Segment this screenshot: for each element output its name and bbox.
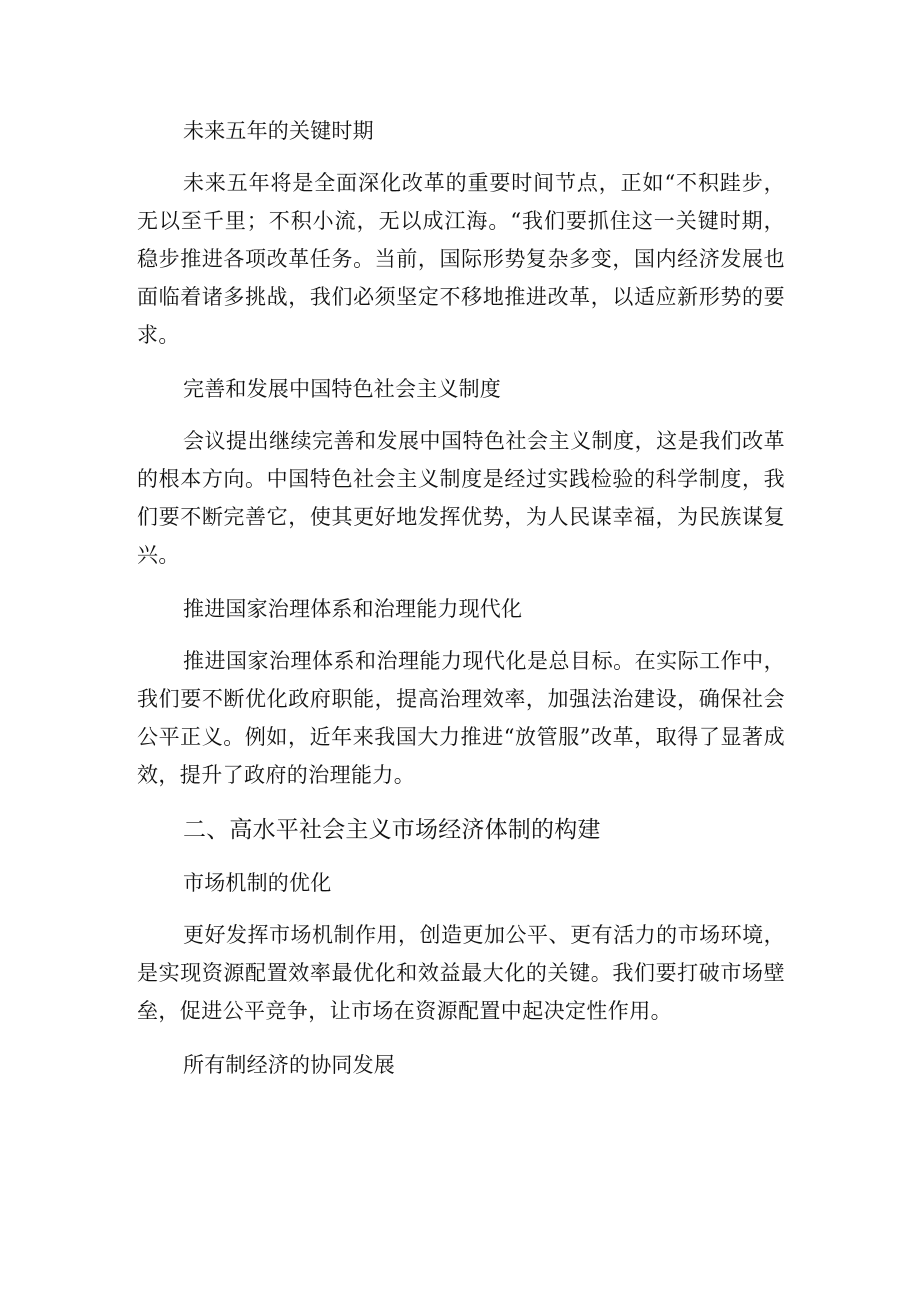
subheading-socialist-system: 完善和发展中国特色社会主义制度: [183, 377, 501, 401]
subheading-market-mechanism: 市场机制的优化: [183, 871, 332, 895]
subheading-key-period: 未来五年的关键时期: [183, 119, 374, 143]
paragraph-key-period: 未来五年将是全面深化改革的重要时间节点，正如“不积跬步，无以至千里；不积小流，无以成江海。“我们要抓住这一关键时期，稳步推进各项改革任务。当前，国际形势复杂多变，国内经济发展也面临着诸多挑战，我们必须坚定不移地推进改革，以适应新形势的要求。: [137, 171, 785, 347]
paragraph-socialist-system: 会议提出继续完善和发展中国特色社会主义制度，这是我们改革的根本方向。中国特色社会主义制度是经过实践检验的科学制度，我们要不断完善它，使其更好地发挥优势，为人民谋幸福，为民族谋复兴。: [137, 429, 785, 567]
subheading-governance-modernization: 推进国家治理体系和治理能力现代化: [183, 597, 523, 621]
paragraph-market-mechanism: 更好发挥市场机制作用，创造更加公平、更有活力的市场环境，是实现资源配置效率最优化和效益最大化的关键。我们要打破市场壁垒，促进公平竞争，让市场在资源配置中起决定性作用。: [137, 923, 785, 1023]
paragraph-governance-modernization: 推进国家治理体系和治理能力现代化是总目标。在实际工作中，我们要不断优化政府职能，提高治理效率，加强法治建设，确保社会公平正义。例如，近年来我国大力推进“放管服”改革，取得了显著成效，提升了政府的治理能力。: [137, 649, 785, 787]
subheading-ownership-economy: 所有制经济的协同发展: [183, 1053, 395, 1077]
document-body: [137, 112, 785, 1084]
section-title-market-economy: 二、高水平社会主义市场经济体制的构建: [183, 817, 601, 843]
